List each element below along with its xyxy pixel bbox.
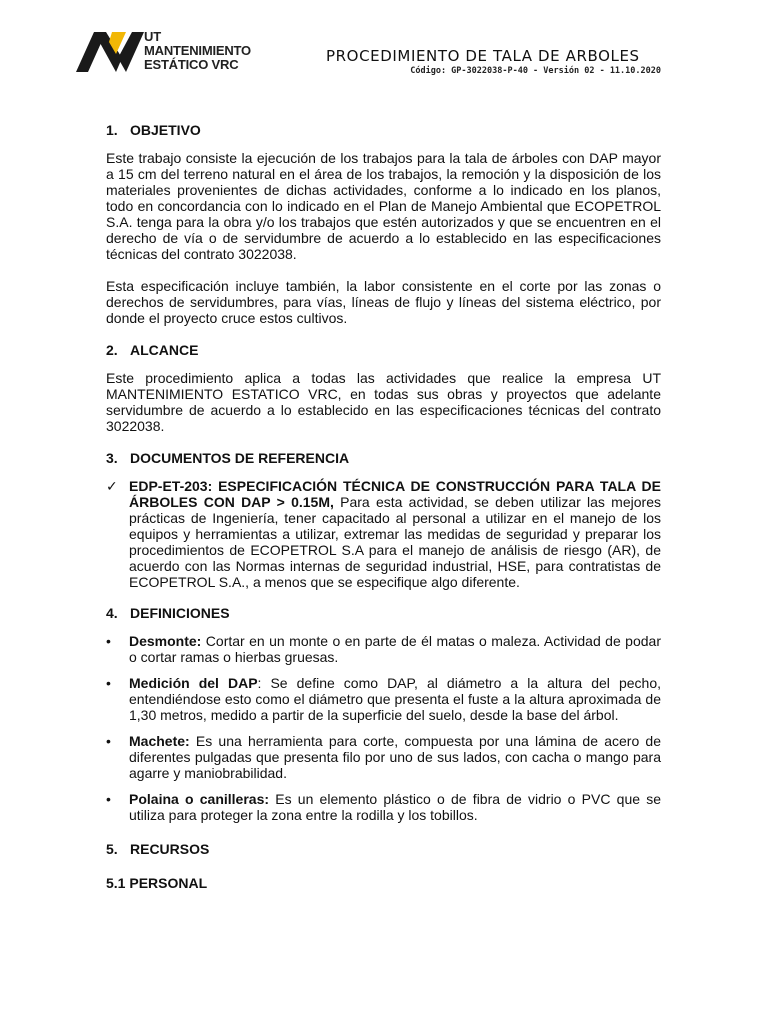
- section-title: ALCANCE: [130, 342, 199, 358]
- definition-text: Es una herramienta para corte, compuesta por una lámina de acero de diferentes pulgadas que presenta filo por uno de sus lados, con cacha o mango para agarre y maniobrabilidad.: [129, 733, 661, 781]
- section-title: RECURSOS: [130, 841, 210, 857]
- logo-line-3: ESTÁTICO VRC: [144, 57, 239, 72]
- section-title: DEFINICIONES: [130, 605, 230, 621]
- definition-text: Cortar en un monte o en parte de él matas o maleza. Actividad de podar o cortar ramas o hierbas gruesas.: [129, 633, 661, 665]
- section-heading-objetivo: [106, 122, 661, 138]
- definition-term: Machete:: [129, 733, 190, 749]
- bullet-icon: •: [106, 791, 111, 807]
- logo-line-2: MANTENIMIENTO: [144, 43, 251, 58]
- definition-term: Medición del DAP: [129, 675, 258, 691]
- definition-item: [106, 633, 661, 665]
- company-logo: [76, 28, 251, 78]
- alcance-paragraph: Este procedimiento aplica a todas las actividades que realice la empresa UT MANTENIMIENTO ESTATICO VRC, en todas sus obras y proyectos que adelante servidumbre de acuerdo a lo establecido en las especificaciones técnicas del contrato 3022038.: [106, 370, 661, 434]
- objetivo-paragraph-1: Este trabajo consiste la ejecución de los trabajos para la tala de árboles con DAP mayor a 15 cm del terreno natural en el área de los trabajos, la remoción y la disposición de los materiales provenientes de dichas actividades, conforme a lo indicado en los planos, todo en concordancia con lo indicado en el Plan de Manejo Ambiental que ECOPETROL S.A. tenga para la obra y/o los trabajos que estén autorizados y que se encuentren en el derecho de vía o de servidumbre de acuerdo a lo establecido en las especificaciones técnicas del contrato 3022038.: [106, 150, 661, 262]
- bullet-icon: •: [106, 733, 111, 749]
- reference-item: [106, 478, 661, 590]
- definitions-list: [106, 633, 661, 823]
- section-number: 3.: [106, 450, 118, 466]
- section-number: 5.: [106, 841, 118, 857]
- subsection-heading-personal: [106, 875, 661, 891]
- section-title: OBJETIVO: [130, 122, 201, 138]
- logo-line-1: UT: [144, 29, 161, 44]
- definition-item: [106, 791, 661, 823]
- section-number: 1.: [106, 122, 118, 138]
- objetivo-paragraph-2: Esta especificación incluye también, la labor consistente en el corte por las zonas o derechos de servidumbres, para vías, líneas de flujo y líneas del sistema eléctrico, por donde el proyecto cruce estos cultivos.: [106, 278, 661, 326]
- definition-item: [106, 675, 661, 723]
- section-heading-alcance: [106, 342, 661, 358]
- section-title: DOCUMENTOS DE REFERENCIA: [130, 450, 350, 466]
- logo-wordmark: [144, 30, 251, 72]
- section-heading-documentos: [106, 450, 661, 466]
- section-heading-recursos: [106, 841, 661, 857]
- section-number: 2.: [106, 342, 118, 358]
- section-number: 4.: [106, 605, 118, 621]
- subsection-title: PERSONAL: [129, 875, 208, 891]
- bullet-icon: •: [106, 633, 111, 649]
- bullet-icon: •: [106, 675, 111, 691]
- logo-mark-icon: [76, 28, 148, 78]
- checkmark-icon: ✓: [106, 478, 118, 494]
- definition-text: Es un elemento plástico o de fibra de vidrio o PVC que se utiliza para proteger la zona entre la rodilla y los tobillos.: [129, 791, 662, 823]
- definition-term: Polaina o canilleras:: [129, 791, 270, 807]
- definition-term: Desmonte:: [129, 633, 202, 649]
- document-code: Código: GP-3022038-P-40 - Versión 02 - 11.10.2020: [410, 66, 661, 76]
- section-heading-definiciones: [106, 605, 661, 621]
- reference-code: EDP-ET-203: ESPECIFICACIÓN TÉCNICA DE CONSTRUCCIÓN PARA TALA DE ÁRBOLES CON DAP > 0.15M,: [129, 478, 661, 510]
- document-title: PROCEDIMIENTO DE TALA DE ARBOLES: [326, 47, 640, 65]
- definition-text: : Se define como DAP, al diámetro a la altura del pecho, entendiéndose esto como el diámetro que presenta el fuste a la altura aproximada de 1,30 metros, medido a partir de la superficie del suelo, desde la base del árbol.: [129, 675, 661, 723]
- definition-item: [106, 733, 661, 781]
- reference-description: Para esta actividad, se deben utilizar las mejores prácticas de Ingeniería, tener capacitado al personal a utilizar en el manejo de los equipos y herramientas a utilizar, extremar las medidas de seguridad y preparar los procedimientos de ECOPETROL S.A para el manejo de análisis de riesgo (AR), de acuerdo con las Normas internas de seguridad industrial, HSE, para contratistas de ECOPETROL S.A., a menos que se especifique algo diferente.: [129, 494, 661, 590]
- subsection-number: 5.1: [106, 875, 126, 891]
- document-body: [106, 122, 661, 903]
